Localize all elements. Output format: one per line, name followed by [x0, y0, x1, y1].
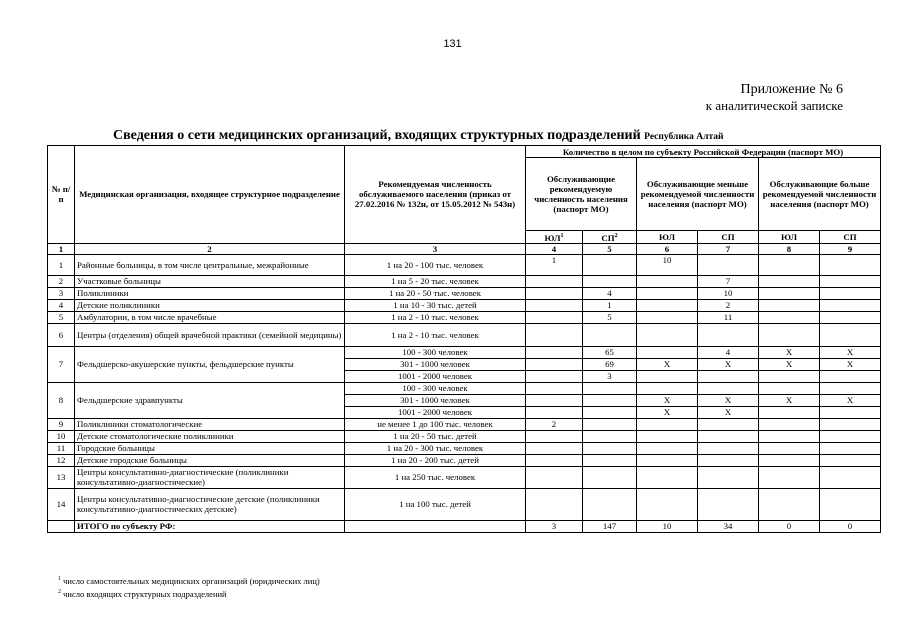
cell-b-sp: [698, 488, 759, 520]
cell-b-sp: [698, 418, 759, 430]
cell-a-yul: [526, 382, 583, 394]
cell-a-sp: [583, 418, 637, 430]
cell-a-sp: [583, 406, 637, 418]
cell-c-sp: [820, 323, 881, 346]
title-region: Республика Алтай: [644, 132, 724, 142]
cell-a-yul: [526, 323, 583, 346]
document-title: [113, 128, 723, 144]
column-numbers-row: [48, 243, 881, 254]
cell-c-yul: [759, 454, 820, 466]
table-row: [48, 466, 881, 488]
cell-a-yul: [526, 346, 583, 358]
cell-c-sp: [820, 454, 881, 466]
recommended-value: 1 на 20 - 50 тыс. детей: [345, 430, 526, 442]
cell-c-sp: X: [820, 394, 881, 406]
cell-a-yul: [526, 488, 583, 520]
cell-c-sp: [820, 466, 881, 488]
row-number: 5: [48, 311, 75, 323]
cell-b-sp: [698, 454, 759, 466]
org-name: Центры консультативно-диагностические детские (поликлиники консультативно-диагностических детские): [75, 488, 345, 520]
total-num-cell: [48, 520, 75, 532]
cell-a-sp: [583, 254, 637, 275]
cell-a-yul: [526, 430, 583, 442]
row-number: 1: [48, 254, 75, 275]
cell-c-yul: [759, 370, 820, 382]
cell-b-yul: [637, 323, 698, 346]
cell-a-sp: [583, 275, 637, 287]
cell-b-yul: [637, 370, 698, 382]
table-row: [48, 382, 881, 394]
row-number: 4: [48, 299, 75, 311]
row-number: 10: [48, 430, 75, 442]
cell-c-yul: [759, 430, 820, 442]
col-number: 1: [48, 243, 75, 254]
cell-a-yul: [526, 394, 583, 406]
recommended-value: 1001 - 2000 человек: [345, 370, 526, 382]
cell-a-sp: 4: [583, 287, 637, 299]
org-name: Районные больницы, в том числе центральные, межрайонные: [75, 254, 345, 275]
cell-b-sp: [698, 254, 759, 275]
cell-c-sp: [820, 311, 881, 323]
total-row: [48, 520, 881, 532]
cell-c-yul: [759, 382, 820, 394]
org-name: Поликлиники: [75, 287, 345, 299]
cell-c-sp: [820, 430, 881, 442]
header-sp: СП: [820, 231, 881, 244]
page-number: 131: [443, 38, 462, 50]
recommended-value: 1 на 100 тыс. детей: [345, 488, 526, 520]
cell-a-sp: [583, 488, 637, 520]
cell-a-sp: 1: [583, 299, 637, 311]
cell-c-yul: [759, 323, 820, 346]
header-row: [48, 146, 881, 158]
cell-c-sp: [820, 418, 881, 430]
cell-c-yul: [759, 299, 820, 311]
header-recommended: Рекомендуемая численность обслуживаемого населения (приказ от 27.02.2016 № 132н, от 15.05.2012 № 543н): [345, 146, 526, 244]
table-row: [48, 323, 881, 346]
recommended-value: 301 - 1000 человек: [345, 358, 526, 370]
cell-a-sp: 65: [583, 346, 637, 358]
table-row: [48, 275, 881, 287]
recommended-value: 1 на 2 - 10 тыс. человек: [345, 323, 526, 346]
cell-a-yul: [526, 358, 583, 370]
cell-a-sp: [583, 442, 637, 454]
cell-c-sp: [820, 254, 881, 275]
recommended-value: 1 на 250 тыс. человек: [345, 466, 526, 488]
row-number: 12: [48, 454, 75, 466]
table-row: [48, 254, 881, 275]
table-row: [48, 442, 881, 454]
org-name: Городские больницы: [75, 442, 345, 454]
cell-c-sp: [820, 488, 881, 520]
cell-a-yul: 1: [526, 254, 583, 275]
recommended-value: 1 на 10 - 30 тыс. детей: [345, 299, 526, 311]
cell-b-sp: [698, 442, 759, 454]
cell-c-sp: [820, 275, 881, 287]
cell-c-yul: [759, 488, 820, 520]
table-row: [48, 287, 881, 299]
cell-b-yul: [637, 311, 698, 323]
cell-b-sp: [698, 382, 759, 394]
cell-a-sp: 3: [583, 370, 637, 382]
cell-a-yul: [526, 311, 583, 323]
cell-a-yul: 2: [526, 418, 583, 430]
cell-b-sp: 7: [698, 275, 759, 287]
total-b-yul: 10: [637, 520, 698, 532]
header-sp: СП: [698, 231, 759, 244]
row-number: 3: [48, 287, 75, 299]
row-number: 14: [48, 488, 75, 520]
appendix-subtitle: к аналитической записке: [705, 98, 843, 113]
cell-b-sp: 4: [698, 346, 759, 358]
row-number: 7: [48, 346, 75, 382]
cell-c-sp: [820, 370, 881, 382]
col-number: 2: [75, 243, 345, 254]
org-name: Поликлиники стоматологические: [75, 418, 345, 430]
header-group-b: Обслуживающие меньше рекомендуемой численности населения (паспорт МО): [637, 158, 759, 231]
cell-a-sp: [583, 394, 637, 406]
cell-a-sp: [583, 466, 637, 488]
cell-b-sp: 11: [698, 311, 759, 323]
cell-a-yul: [526, 299, 583, 311]
cell-a-yul: [526, 287, 583, 299]
total-a-yul: 3: [526, 520, 583, 532]
recommended-value: 1 на 5 - 20 тыс. человек: [345, 275, 526, 287]
footnote-2: $^2$ число входящих структурных подразделений: [58, 588, 227, 599]
table-row: [48, 299, 881, 311]
medical-network-table: [47, 145, 881, 533]
col-number: 5: [583, 243, 637, 254]
title-main: Сведения о сети медицинских организаций, входящих структурных подразделений: [113, 128, 641, 143]
row-number: 8: [48, 382, 75, 418]
org-name: Участковые больницы: [75, 275, 345, 287]
row-number: 13: [48, 466, 75, 488]
cell-b-yul: [637, 466, 698, 488]
cell-b-yul: [637, 418, 698, 430]
cell-b-sp: X: [698, 406, 759, 418]
cell-b-sp: [698, 430, 759, 442]
org-name: Амбулатории, в том числе врачебные: [75, 311, 345, 323]
cell-c-yul: [759, 254, 820, 275]
total-c-yul: 0: [759, 520, 820, 532]
org-name: Фельдшерские здравпункты: [75, 382, 345, 418]
col-number: 8: [759, 243, 820, 254]
cell-b-sp: X: [698, 358, 759, 370]
cell-a-yul: [526, 454, 583, 466]
cell-b-yul: [637, 454, 698, 466]
cell-b-yul: [637, 299, 698, 311]
header-yul: ЮЛ: [637, 231, 698, 244]
cell-b-yul: [637, 430, 698, 442]
table-row: [48, 430, 881, 442]
cell-c-yul: X: [759, 394, 820, 406]
recommended-value: 1001 - 2000 человек: [345, 406, 526, 418]
cell-b-yul: X: [637, 394, 698, 406]
col-number: 9: [820, 243, 881, 254]
cell-c-sp: [820, 299, 881, 311]
total-rec-cell: [345, 520, 526, 532]
cell-a-yul: [526, 275, 583, 287]
header-org: Медицинская организация, входящее структурное подразделение: [75, 146, 345, 244]
col-number: 6: [637, 243, 698, 254]
table-row: [48, 346, 881, 358]
cell-c-sp: X: [820, 358, 881, 370]
header-yul: $ЮЛ^1$: [526, 231, 583, 244]
recommended-value: 1 на 20 - 100 тыс. человек: [345, 254, 526, 275]
recommended-value: 1 на 20 - 200 тыс. детей: [345, 454, 526, 466]
cell-c-sp: [820, 442, 881, 454]
recommended-value: 100 - 300 человек: [345, 346, 526, 358]
cell-a-sp: [583, 454, 637, 466]
cell-c-sp: [820, 382, 881, 394]
cell-b-yul: X: [637, 358, 698, 370]
org-name: Детские городские больницы: [75, 454, 345, 466]
footnote-1: $^1$ число самостоятельных медицинских организаций (юридических лиц): [58, 575, 320, 586]
cell-a-yul: [526, 370, 583, 382]
org-name: Центры (отделения) общей врачебной практики (семейной медицины): [75, 323, 345, 346]
col-number: 4: [526, 243, 583, 254]
col-number: 3: [345, 243, 526, 254]
cell-a-yul: [526, 466, 583, 488]
total-c-sp: 0: [820, 520, 881, 532]
header-yul: ЮЛ: [759, 231, 820, 244]
cell-b-sp: X: [698, 394, 759, 406]
cell-c-yul: X: [759, 346, 820, 358]
cell-a-sp: 69: [583, 358, 637, 370]
header-group-a: Обслуживающие рекомендуемую численность населения (паспорт МО): [526, 158, 637, 231]
header-total-group: Количество в целом по субъекту Российской Федерации (паспорт МО): [526, 146, 881, 158]
cell-c-yul: [759, 311, 820, 323]
header-num: № п/п: [48, 146, 75, 244]
row-number: 2: [48, 275, 75, 287]
cell-b-yul: 10: [637, 254, 698, 275]
row-number: 9: [48, 418, 75, 430]
cell-c-yul: [759, 418, 820, 430]
table-row: [48, 418, 881, 430]
cell-c-sp: [820, 287, 881, 299]
header-sp: $СП^2$: [583, 231, 637, 244]
recommended-value: 1 на 2 - 10 тыс. человек: [345, 311, 526, 323]
org-name: Центры консультативно-диагностические (поликлиники консультативно-диагностические): [75, 466, 345, 488]
org-name: Детские поликлиники: [75, 299, 345, 311]
row-number: 11: [48, 442, 75, 454]
org-name: Фельдшерско-акушерские пункты, фельдшерские пункты: [75, 346, 345, 382]
cell-a-yul: [526, 406, 583, 418]
cell-b-yul: X: [637, 406, 698, 418]
cell-a-sp: [583, 382, 637, 394]
table-row: [48, 311, 881, 323]
cell-b-yul: [637, 287, 698, 299]
cell-c-yul: [759, 466, 820, 488]
total-a-sp: 147: [583, 520, 637, 532]
table-row: [48, 488, 881, 520]
recommended-value: 1 на 20 - 300 тыс. человек: [345, 442, 526, 454]
table-row: [48, 454, 881, 466]
header-group-c: Обслуживающие больше рекомендуемой численности населения (паспорт МО): [759, 158, 881, 231]
col-number: 7: [698, 243, 759, 254]
recommended-value: 1 на 20 - 50 тыс. человек: [345, 287, 526, 299]
cell-c-yul: X: [759, 358, 820, 370]
cell-c-yul: [759, 275, 820, 287]
cell-b-sp: [698, 323, 759, 346]
cell-b-sp: 2: [698, 299, 759, 311]
org-name: Детские стоматологические поликлиники: [75, 430, 345, 442]
cell-c-yul: [759, 442, 820, 454]
recommended-value: 301 - 1000 человек: [345, 394, 526, 406]
cell-b-sp: 10: [698, 287, 759, 299]
footnotes: [58, 574, 320, 600]
recommended-value: 100 - 300 человек: [345, 382, 526, 394]
cell-a-yul: [526, 442, 583, 454]
cell-c-yul: [759, 287, 820, 299]
total-b-sp: 34: [698, 520, 759, 532]
total-label: ИТОГО по субъекту РФ:: [75, 520, 345, 532]
cell-b-yul: [637, 488, 698, 520]
cell-b-yul: [637, 346, 698, 358]
cell-c-sp: X: [820, 346, 881, 358]
cell-b-sp: [698, 466, 759, 488]
cell-b-yul: [637, 275, 698, 287]
cell-a-sp: 5: [583, 311, 637, 323]
appendix-title: Приложение № 6: [740, 82, 843, 97]
cell-a-sp: [583, 323, 637, 346]
recommended-value: не менее 1 до 100 тыс. человек: [345, 418, 526, 430]
cell-b-yul: [637, 382, 698, 394]
row-number: 6: [48, 323, 75, 346]
cell-a-sp: [583, 430, 637, 442]
cell-b-sp: [698, 370, 759, 382]
cell-c-sp: [820, 406, 881, 418]
cell-c-yul: [759, 406, 820, 418]
cell-b-yul: [637, 442, 698, 454]
